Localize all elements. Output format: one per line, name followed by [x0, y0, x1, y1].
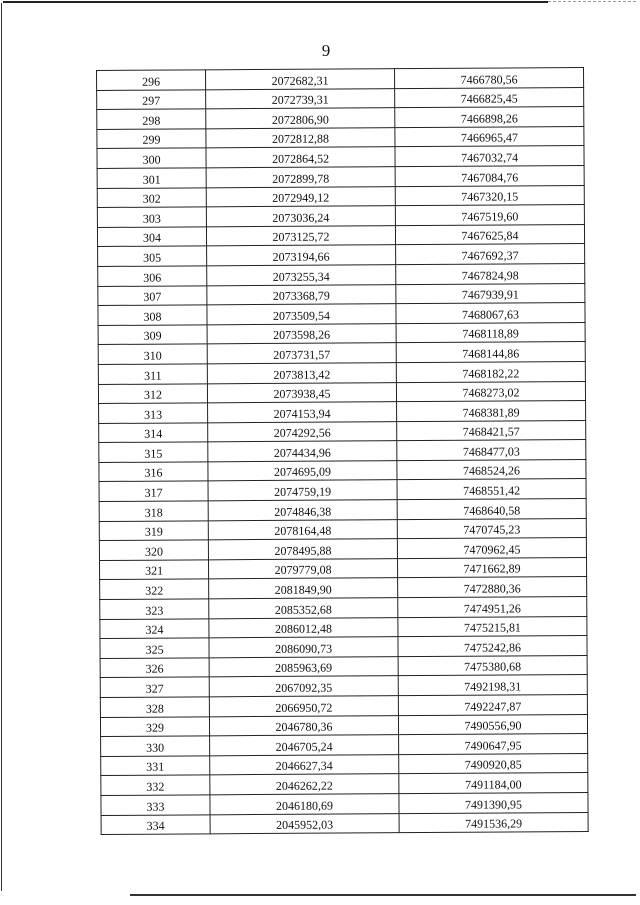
point-number-cell-text: 310: [143, 348, 162, 363]
y-coordinate-cell: [397, 518, 586, 539]
y-coordinate-cell-text: 7470962,45: [463, 542, 521, 557]
point-number-cell: [101, 736, 210, 756]
point-number-cell: [99, 462, 208, 482]
x-coordinate-cell-text: 2046705,24: [275, 739, 333, 754]
point-number-cell: [97, 89, 206, 109]
point-number-cell: [97, 187, 206, 207]
y-coordinate-cell: [396, 381, 585, 402]
point-number-cell: [97, 148, 206, 168]
y-coordinate-cell-text: 7467032,74: [461, 150, 519, 165]
x-coordinate-cell: [207, 265, 396, 286]
point-number-cell-text: 324: [145, 622, 164, 637]
page-number: 9: [321, 41, 331, 60]
point-number-cell-text: 319: [144, 524, 163, 539]
x-coordinate-cell: [209, 715, 398, 736]
point-number-cell: [100, 638, 209, 658]
point-number-cell-text: 311: [144, 368, 162, 383]
x-coordinate-cell-text: 2085963,69: [275, 660, 333, 676]
x-coordinate-cell-text: 2073938,45: [273, 386, 331, 402]
x-coordinate-cell: [206, 186, 395, 207]
x-coordinate-cell-text: 2073368,79: [272, 288, 330, 304]
point-number-cell: [98, 364, 207, 384]
point-number-cell-text: 327: [145, 681, 164, 696]
table-row: [97, 165, 584, 188]
scan-edge-top: [3, 1, 548, 3]
x-coordinate-cell: [209, 676, 398, 697]
table-row: [100, 714, 587, 737]
x-coordinate-cell-text: 2085352,68: [274, 602, 332, 617]
x-coordinate-cell: [208, 421, 397, 442]
x-coordinate-cell: [208, 519, 397, 540]
table-row: [98, 263, 585, 286]
x-coordinate-cell: [208, 402, 397, 423]
point-number-cell-text: 329: [145, 720, 165, 735]
point-number-cell: [100, 599, 209, 619]
x-coordinate-cell: [207, 382, 396, 403]
point-number-cell-text: 299: [142, 132, 161, 148]
x-coordinate-cell-text: 2072806,90: [271, 112, 329, 127]
point-number-cell-text: 328: [145, 701, 164, 716]
point-number-cell: [98, 344, 207, 364]
point-number-cell: [98, 325, 207, 345]
point-number-cell-text: 305: [143, 250, 162, 265]
scan-edge-top-faint: [548, 1, 636, 2]
y-coordinate-cell: [397, 420, 586, 441]
table-row: [97, 146, 584, 169]
point-number-cell-text: 325: [145, 642, 164, 657]
y-coordinate-cell: [397, 459, 586, 480]
y-coordinate-cell: [396, 342, 585, 363]
y-coordinate-cell-text: 7491184,00: [465, 777, 522, 792]
y-coordinate-cell: [397, 499, 586, 520]
point-number-cell-text: 296: [142, 74, 161, 89]
point-number-cell-text: 334: [146, 818, 165, 833]
x-coordinate-cell: [207, 245, 396, 266]
x-coordinate-cell: [209, 656, 398, 677]
y-coordinate-cell: [396, 263, 585, 284]
coordinates-table-body: [97, 68, 589, 835]
x-coordinate-cell: [210, 813, 399, 834]
point-number-cell-text: 307: [143, 289, 162, 304]
y-coordinate-cell-text: 7468118,89: [462, 326, 519, 342]
table-row: [99, 420, 586, 443]
y-coordinate-cell-text: 7467084,76: [461, 169, 519, 185]
table-row: [97, 224, 584, 247]
y-coordinate-cell: [395, 224, 584, 245]
point-number-cell: [101, 756, 210, 776]
table-row: [97, 87, 584, 110]
x-coordinate-cell-text: 2074292,56: [273, 425, 331, 441]
x-coordinate-cell-text: 2046262,22: [275, 778, 333, 793]
y-coordinate-cell-text: 7466780,56: [460, 72, 518, 87]
y-coordinate-cell-text: 7467824,98: [461, 267, 519, 283]
x-coordinate-cell-text: 2073125,72: [272, 229, 330, 245]
y-coordinate-cell: [398, 597, 587, 618]
point-number-cell-text: 314: [144, 426, 163, 441]
x-coordinate-cell-text: 2074759,19: [274, 484, 332, 499]
table-row: [98, 342, 585, 365]
point-number-cell: [97, 227, 206, 247]
x-coordinate-cell-text: 2086012,48: [274, 621, 332, 637]
table-row: [101, 792, 588, 815]
point-number-cell-text: 322: [145, 583, 164, 598]
point-number-cell: [97, 129, 206, 149]
point-number-cell-text: 317: [144, 485, 163, 500]
y-coordinate-cell-text: 7474951,26: [463, 601, 521, 616]
x-coordinate-cell: [209, 578, 398, 599]
x-coordinate-cell-text: 2074846,38: [274, 504, 332, 519]
y-coordinate-cell: [395, 87, 584, 108]
x-coordinate-cell-text: 2073731,57: [273, 347, 331, 362]
y-coordinate-cell-text: 7467692,37: [461, 248, 519, 263]
point-number-cell: [101, 795, 210, 815]
point-number-cell: [100, 697, 209, 717]
point-number-cell: [99, 520, 208, 540]
point-number-cell: [97, 168, 206, 188]
x-coordinate-cell-text: 2072949,12: [272, 190, 330, 206]
y-coordinate-cell: [398, 636, 587, 657]
x-coordinate-cell: [210, 774, 399, 795]
x-coordinate-cell: [208, 461, 397, 482]
table-row: [100, 577, 587, 600]
scan-edge-left: [1, 3, 2, 891]
y-coordinate-cell: [395, 205, 584, 226]
point-number-cell-text: 326: [145, 662, 164, 677]
point-number-cell: [100, 658, 209, 678]
point-number-cell-text: 331: [146, 759, 165, 775]
table-row: [100, 655, 587, 678]
y-coordinate-cell-text: 7468067,63: [461, 307, 520, 322]
point-number-cell: [100, 579, 209, 599]
point-number-cell: [99, 442, 208, 462]
x-coordinate-cell: [208, 480, 397, 501]
table-row: [99, 479, 586, 502]
x-coordinate-cell-text: 2078164,48: [274, 523, 332, 539]
x-coordinate-cell: [207, 304, 396, 325]
table-row: [98, 244, 585, 267]
y-coordinate-cell-text: 7467320,15: [461, 189, 519, 204]
point-number-cell-text: 320: [144, 544, 163, 559]
point-number-cell: [100, 716, 209, 736]
x-coordinate-cell: [206, 127, 395, 148]
x-coordinate-cell: [210, 794, 399, 815]
y-coordinate-cell-text: 7468144,86: [462, 346, 520, 361]
x-coordinate-cell-text: 2073813,42: [273, 367, 331, 382]
y-coordinate-cell: [396, 361, 585, 382]
table-row: [97, 205, 584, 228]
point-number-cell-text: 304: [142, 230, 162, 246]
point-number-cell-text: 301: [142, 172, 161, 187]
point-number-cell: [97, 109, 206, 129]
x-coordinate-cell: [209, 637, 398, 658]
y-coordinate-cell: [395, 126, 584, 147]
x-coordinate-cell: [206, 147, 395, 168]
table-row: [99, 440, 586, 463]
point-number-cell: [99, 423, 208, 443]
table-row: [99, 518, 586, 541]
y-coordinate-cell-text: 7475242,86: [463, 640, 522, 655]
table-row: [100, 616, 587, 639]
y-coordinate-cell: [395, 107, 584, 128]
x-coordinate-cell-text: 2073036,24: [272, 210, 330, 225]
y-coordinate-cell: [398, 695, 587, 716]
x-coordinate-cell-text: 2046627,34: [275, 758, 333, 774]
y-coordinate-cell-text: 7468182,22: [462, 365, 520, 381]
y-coordinate-cell-text: 7468381,89: [462, 405, 520, 420]
y-coordinate-cell-text: 7490556,90: [464, 718, 522, 733]
x-coordinate-cell: [209, 598, 398, 619]
x-coordinate-cell: [207, 343, 396, 364]
x-coordinate-cell: [208, 559, 397, 580]
table-row: [99, 538, 586, 561]
y-coordinate-cell-text: 7490647,95: [464, 738, 522, 753]
table-row: [101, 773, 588, 796]
y-coordinate-cell-text: 7490920,85: [464, 757, 522, 773]
y-coordinate-cell: [397, 479, 586, 500]
x-coordinate-cell: [206, 88, 395, 109]
y-coordinate-cell-text: 7475215,81: [463, 620, 521, 635]
y-coordinate-cell-text: 7466898,26: [460, 111, 518, 126]
x-coordinate-cell-text: 2072899,78: [272, 171, 330, 186]
x-coordinate-cell-text: 2073194,66: [272, 249, 330, 264]
x-coordinate-cell-text: 2066950,72: [275, 700, 333, 715]
table-row: [99, 459, 586, 482]
y-coordinate-cell: [398, 655, 587, 676]
table-row: [98, 322, 585, 345]
point-number-cell: [98, 285, 207, 305]
x-coordinate-cell: [206, 69, 395, 90]
x-coordinate-cell-text: 2074434,96: [273, 445, 331, 460]
x-coordinate-cell: [208, 500, 397, 521]
table-row: [98, 381, 585, 404]
y-coordinate-cell: [395, 146, 584, 167]
y-coordinate-cell-text: 7491536,29: [465, 816, 523, 831]
table-row: [101, 753, 588, 776]
point-number-cell-text: 298: [142, 113, 161, 128]
scan-edge-bottom: [130, 894, 636, 896]
point-number-cell-text: 312: [143, 387, 163, 402]
coordinates-table-wrapper: [96, 67, 589, 835]
x-coordinate-cell-text: 2074695,09: [273, 465, 332, 480]
point-number-cell: [98, 305, 207, 325]
x-coordinate-cell: [206, 225, 395, 246]
table-row: [100, 597, 587, 620]
x-coordinate-cell-text: 2079779,08: [274, 563, 332, 578]
y-coordinate-cell: [395, 165, 584, 186]
point-number-cell-text: 309: [143, 328, 162, 344]
table-row: [100, 675, 587, 698]
point-number-cell: [98, 246, 207, 266]
point-number-cell: [101, 814, 210, 834]
y-coordinate-cell-text: 7492198,31: [464, 679, 522, 694]
x-coordinate-cell-text: 2081849,90: [274, 582, 332, 597]
y-coordinate-cell: [396, 322, 585, 343]
point-number-cell: [99, 560, 208, 580]
table-row: [98, 283, 585, 306]
y-coordinate-cell: [398, 577, 587, 598]
y-coordinate-cell: [398, 616, 587, 637]
table-row: [98, 361, 585, 384]
x-coordinate-cell-text: 2072682,31: [271, 73, 329, 88]
x-coordinate-cell: [210, 735, 399, 756]
point-number-cell-text: 332: [146, 779, 165, 794]
table-row: [97, 68, 584, 91]
x-coordinate-cell: [208, 539, 397, 560]
y-coordinate-cell: [399, 734, 588, 755]
x-coordinate-cell: [206, 167, 395, 188]
point-number-cell: [99, 403, 208, 423]
point-number-cell-text: 303: [142, 211, 161, 226]
y-coordinate-cell-text: 7492247,87: [464, 699, 522, 714]
table-row: [99, 557, 586, 580]
point-number-cell-text: 330: [146, 740, 165, 755]
point-number-cell-text: 300: [142, 152, 161, 167]
point-number-cell-text: 315: [144, 446, 163, 461]
x-coordinate-cell: [207, 363, 396, 384]
table-row: [97, 185, 584, 208]
table-row: [97, 107, 584, 130]
y-coordinate-cell: [399, 792, 588, 813]
x-coordinate-cell-text: 2078495,88: [274, 543, 332, 558]
x-coordinate-cell: [210, 754, 399, 775]
point-number-cell: [99, 501, 208, 521]
x-coordinate-cell-text: 2073509,54: [272, 308, 331, 323]
point-number-cell-text: 316: [144, 466, 163, 481]
x-coordinate-cell: [207, 323, 396, 344]
y-coordinate-cell: [396, 283, 585, 304]
y-coordinate-cell: [398, 714, 587, 735]
y-coordinate-cell: [398, 675, 587, 696]
y-coordinate-cell: [396, 244, 585, 265]
point-number-cell-text: 302: [142, 191, 161, 206]
y-coordinate-cell-text: 7468524,26: [462, 463, 520, 479]
x-coordinate-cell: [207, 284, 396, 305]
point-number-cell: [99, 481, 208, 501]
x-coordinate-cell-text: 2073255,34: [272, 269, 330, 284]
y-coordinate-cell: [397, 557, 586, 578]
y-coordinate-cell-text: 7466965,47: [460, 130, 518, 146]
point-number-cell: [100, 618, 209, 638]
point-number-cell-text: 323: [145, 603, 164, 618]
point-number-cell: [98, 266, 207, 286]
y-coordinate-cell-text: 7472880,36: [463, 581, 521, 596]
x-coordinate-cell-text: 2046180,69: [275, 798, 334, 813]
y-coordinate-cell: [397, 401, 586, 422]
y-coordinate-cell: [399, 812, 588, 833]
x-coordinate-cell-text: 2046780,36: [275, 719, 333, 735]
x-coordinate-cell-text: 2074153,94: [273, 406, 331, 421]
point-number-cell: [97, 70, 206, 90]
y-coordinate-cell: [395, 185, 584, 206]
x-coordinate-cell: [208, 441, 397, 462]
x-coordinate-cell-text: 2086090,73: [274, 641, 333, 656]
x-coordinate-cell-text: 2072864,52: [272, 151, 330, 166]
y-coordinate-cell-text: 7467939,91: [461, 287, 519, 302]
y-coordinate-cell: [397, 538, 586, 559]
table-row: [101, 734, 588, 757]
x-coordinate-cell-text: 2067092,35: [275, 680, 333, 695]
y-coordinate-cell-text: 7467625,84: [461, 228, 519, 244]
point-number-cell-text: 297: [142, 93, 161, 108]
y-coordinate-cell-text: 7468421,57: [462, 424, 520, 440]
x-coordinate-cell: [209, 696, 398, 717]
x-coordinate-cell: [206, 206, 395, 227]
table-row: [99, 401, 586, 424]
y-coordinate-cell-text: 7466825,45: [460, 91, 518, 106]
point-number-cell: [97, 207, 206, 227]
x-coordinate-cell-text: 2073598,26: [273, 327, 331, 343]
point-number-cell: [98, 383, 207, 403]
y-coordinate-cell-text: 7468640,58: [463, 503, 521, 518]
point-number-cell-text: 333: [146, 799, 165, 814]
y-coordinate-cell-text: 7468477,03: [462, 444, 520, 459]
point-number-cell-text: 308: [143, 309, 162, 324]
y-coordinate-cell: [397, 440, 586, 461]
y-coordinate-cell-text: 7491390,95: [464, 796, 523, 812]
y-coordinate-cell-text: 7468551,42: [463, 483, 521, 498]
y-coordinate-cell-text: 7470745,23: [463, 522, 521, 538]
table-row: [99, 499, 586, 522]
table-row: [97, 126, 584, 149]
point-number-cell-text: 321: [145, 564, 164, 579]
x-coordinate-cell: [209, 617, 398, 638]
table-row: [98, 303, 585, 326]
y-coordinate-cell: [396, 303, 585, 324]
y-coordinate-cell: [399, 773, 588, 794]
y-coordinate-cell: [394, 68, 583, 89]
point-number-cell-text: 313: [144, 407, 163, 422]
point-number-cell-text: 306: [143, 270, 162, 285]
x-coordinate-cell-text: 2045952,03: [276, 817, 334, 833]
y-coordinate-cell-text: 7471662,89: [463, 561, 521, 577]
table-row: [101, 812, 588, 835]
x-coordinate-cell-text: 2072739,31: [271, 92, 329, 108]
point-number-cell: [99, 540, 208, 560]
table-row: [100, 695, 587, 718]
x-coordinate-cell-text: 2072812,88: [271, 131, 329, 147]
y-coordinate-cell-text: 7475380,68: [464, 659, 522, 675]
point-number-cell: [101, 775, 210, 795]
y-coordinate-cell-text: 7468273,02: [462, 385, 520, 400]
y-coordinate-cell-text: 7467519,60: [461, 209, 519, 224]
y-coordinate-cell: [399, 753, 588, 774]
table-row: [100, 636, 587, 659]
coordinates-table: [96, 67, 589, 835]
point-number-cell: [100, 677, 209, 697]
point-number-cell-text: 318: [144, 505, 163, 520]
x-coordinate-cell: [206, 108, 395, 129]
